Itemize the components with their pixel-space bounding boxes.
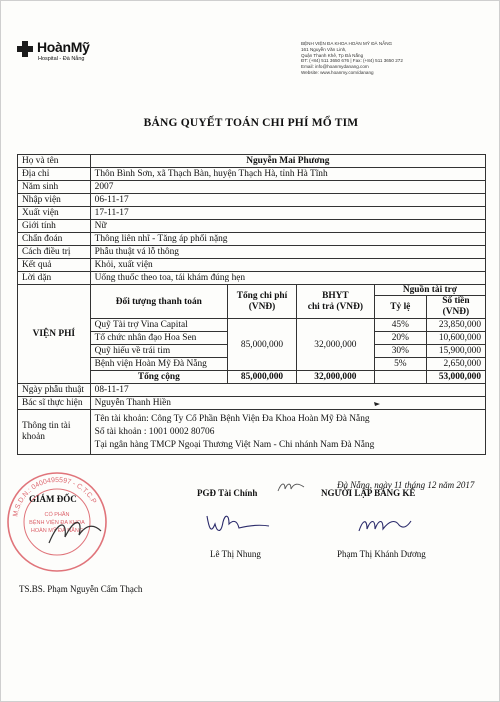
sponsor-amount: 10,600,000 <box>426 332 485 345</box>
column-header <box>296 285 374 319</box>
info-line: ĐT: (+84) 511 3650 676 | Fax: (+84) 511 3650 272 <box>301 58 403 64</box>
sponsor-name: Tổ chức nhân đạo Hoa Sen <box>90 332 227 345</box>
field-value: Thôn Bình Sơn, xã Thạch Bàn, huyện Thạch Hà, tỉnh Hà Tĩnh <box>90 168 485 181</box>
info-line: BỆNH VIỆN ĐA KHOA HOÀN MỸ ĐÀ NẴNG <box>301 41 393 46</box>
field-label: Bác sĩ thực hiện <box>18 397 91 410</box>
finance-role: PGĐ Tài Chính <box>197 488 258 498</box>
logo-name: HoànMỹ <box>37 39 90 55</box>
field-label: Chẩn đoán <box>18 233 91 246</box>
director-name: TS.BS. Phạm Nguyễn Cẩm Thạch <box>19 584 143 594</box>
director-signature-icon <box>45 513 105 553</box>
field-label: Kết quả <box>18 259 91 272</box>
field-value: Nữ <box>90 220 485 233</box>
sponsor-rate: 45% <box>374 319 426 332</box>
column-header-line: (VNĐ) <box>442 307 470 317</box>
field-label: Cách điều trị <box>18 246 91 259</box>
table-row <box>18 285 486 296</box>
table-row <box>18 384 486 397</box>
table-row <box>18 155 486 168</box>
section-label: VIỆN PHÍ <box>18 285 91 384</box>
field-value: Nguyễn Thanh Hiền <box>90 397 485 410</box>
table-row <box>18 272 486 285</box>
total-label: Tổng cộng <box>90 371 227 384</box>
table-row <box>18 207 486 220</box>
empty-cell <box>374 371 426 384</box>
settlement-table <box>17 154 486 455</box>
field-value: 2007 <box>90 181 485 194</box>
column-header-line: chi trả (VNĐ) <box>307 301 363 312</box>
stamp-center-line: CỔ PHẦN <box>44 512 70 518</box>
sponsor-name: Bệnh viện Hoàn Mỹ Đà Nẵng <box>90 358 227 371</box>
stamp-ring-text: M.S.D.N.: 0400495597 - C.T.C.P <box>12 476 98 518</box>
field-value: Uống thuốc theo toa, tái khám đúng hẹn <box>90 272 485 285</box>
field-value: Thông liên nhĩ - Tăng áp phổi nặng <box>90 233 485 246</box>
director-role: GIÁM ĐỐC <box>29 494 77 504</box>
date-line: Đà Nẵng, ngày 11 tháng 12 năm 2017 <box>337 480 475 490</box>
column-header: Tỷ lệ <box>374 296 426 319</box>
sponsor-amount: 23,850,000 <box>426 319 485 332</box>
preparer-name: Phạm Thị Khánh Dương <box>337 549 426 559</box>
cross-icon <box>17 41 33 57</box>
column-header <box>228 285 297 319</box>
finance-signature-icon <box>203 510 275 540</box>
info-line: Email: info@hoanmydanang.com <box>301 64 369 70</box>
column-header: Đối tượng thanh toán <box>90 285 227 319</box>
field-label: Năm sinh <box>18 181 91 194</box>
table-row <box>18 410 486 455</box>
sponsor-rate: 20% <box>374 332 426 345</box>
field-label: Thông tin tài khoản <box>18 410 91 455</box>
field-label: Nhập viện <box>18 194 91 207</box>
table-row <box>18 220 486 233</box>
pen-mark-icon <box>373 401 381 407</box>
info-line: Quận Thanh Khê, Tp Đà Nẵng <box>301 52 364 58</box>
sponsor-name: Quỹ Tài trợ Vina Capital <box>90 319 227 332</box>
table-row <box>18 259 486 272</box>
bhyt-value: 32,000,000 <box>296 319 374 371</box>
column-header-line: BHYT <box>322 290 349 301</box>
sponsor-rate: 5% <box>374 358 426 371</box>
field-value: Phẫu thuật vá lỗ thông <box>90 246 485 259</box>
column-header-line: (VNĐ) <box>248 301 276 312</box>
field-label: Ngày phẫu thuật <box>18 384 91 397</box>
info-line: Website: www.hoanmy.com/danang <box>301 69 374 75</box>
preparer-signature-icon <box>355 511 415 539</box>
table-row <box>18 246 486 259</box>
table-row <box>18 233 486 246</box>
finance-name: Lê Thị Nhung <box>210 549 261 559</box>
document-title: BẢNG QUYẾT TOÁN CHI PHÍ MỔ TIM <box>143 117 359 129</box>
field-value: 08-11-17 <box>90 384 485 397</box>
account-line: Số tài khoản : 1001 0002 80706 <box>94 426 215 437</box>
account-line: Tại ngân hàng TMCP Ngoại Thương Việt Nam - Chi nhánh Nam Đà Nẵng <box>94 439 375 450</box>
field-value: 17-11-17 <box>90 207 485 220</box>
logo-subtitle: Hospital - Đà Nẵng <box>38 56 85 62</box>
total-cost-sum: 85,000,000 <box>228 371 297 384</box>
column-header-line: Tổng chi phí <box>236 290 288 301</box>
column-header-line: Số tiền <box>442 296 470 306</box>
amount-sum: 53,000,000 <box>426 371 485 384</box>
sponsor-amount: 2,650,000 <box>426 358 485 371</box>
field-value: 06-11-17 <box>90 194 485 207</box>
preparer-role: NGƯỜI LẬP BẢNG KÊ <box>321 488 416 498</box>
stamp-center-line: HOÀN MỸ ĐÀ NẴNG <box>30 528 84 534</box>
account-info <box>90 410 485 455</box>
account-line: Tên tài khoản: Công Ty Cổ Phần Bệnh Viện Đa Khoa Hoàn Mỹ Đà Nẵng <box>94 413 370 424</box>
sponsor-name: Quỹ hiếu về trái tim <box>90 345 227 358</box>
field-label: Địa chỉ <box>18 168 91 181</box>
stamp-center-line: BỆNH VIỆN ĐA KHOA <box>29 520 85 526</box>
field-value: Khỏi, xuất viện <box>90 259 485 272</box>
table-row <box>18 397 486 410</box>
table-row <box>18 181 486 194</box>
sponsor-rate: 30% <box>374 345 426 358</box>
sponsor-amount: 15,900,000 <box>426 345 485 358</box>
field-label: Giới tính <box>18 220 91 233</box>
info-line: 161 Nguyễn Văn Linh, <box>301 46 347 52</box>
table-row <box>18 194 486 207</box>
initials-mark-icon <box>276 479 306 495</box>
field-label: Họ và tên <box>18 155 91 168</box>
column-header: Nguồn tài trợ <box>374 285 485 296</box>
hospital-contact-info <box>301 41 491 76</box>
field-label: Xuất viện <box>18 207 91 220</box>
column-header <box>426 296 485 319</box>
total-cost-value: 85,000,000 <box>228 319 297 371</box>
table-row <box>18 168 486 181</box>
bhyt-sum: 32,000,000 <box>296 371 374 384</box>
patient-name: Nguyễn Mai Phương <box>90 155 485 168</box>
field-label: Lời dặn <box>18 272 91 285</box>
